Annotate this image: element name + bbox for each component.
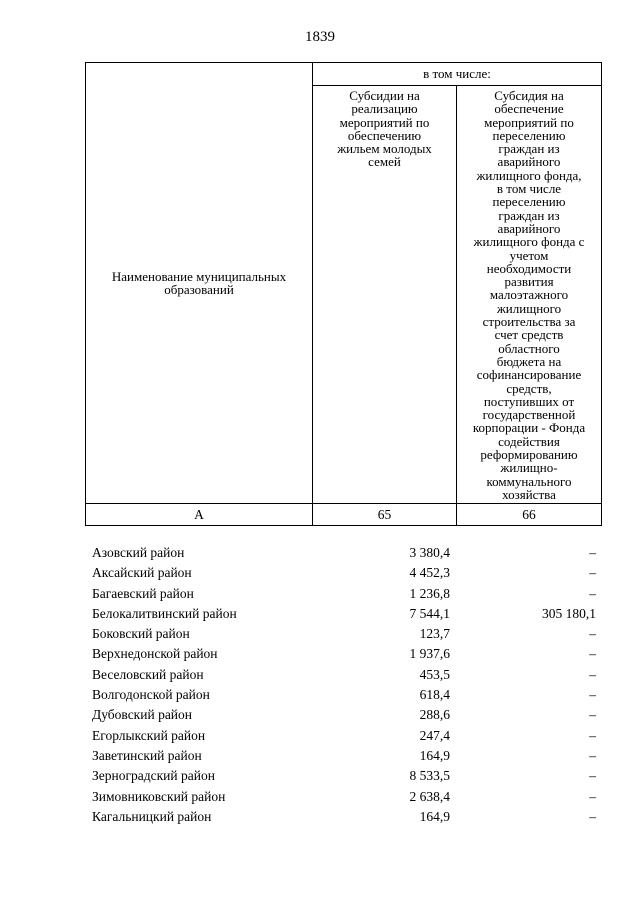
header-title-line: бюджета на bbox=[496, 353, 562, 369]
municipality-name: Заветинский район bbox=[92, 747, 202, 763]
header-title-line: корпорации - Фонда bbox=[472, 420, 586, 436]
col66-header bbox=[457, 86, 602, 504]
value-col66: – bbox=[589, 747, 596, 763]
table-row bbox=[85, 685, 601, 705]
value-col66: – bbox=[589, 585, 596, 601]
code-66-cell: 66 bbox=[457, 504, 602, 526]
header-title-line: коммунального bbox=[486, 473, 572, 489]
header-title-line: малоэтажного bbox=[489, 287, 569, 303]
header-title-line: средств, bbox=[506, 380, 552, 396]
value-col66: – bbox=[589, 545, 596, 560]
value-col65: 7 544,1 bbox=[409, 605, 450, 621]
municipality-name: Зерноградский район bbox=[92, 768, 215, 784]
header-title-line: аварийного bbox=[497, 154, 561, 170]
header-title-line: государственной bbox=[482, 407, 576, 423]
col66-title bbox=[460, 89, 598, 501]
header-title-line: аварийного bbox=[497, 220, 561, 236]
header-title-line: жилищно- bbox=[500, 460, 558, 476]
header-title-line: хозяйства bbox=[502, 486, 556, 502]
header-title-line: граждан из bbox=[498, 207, 560, 223]
header-title-line: Субсидия на bbox=[494, 88, 564, 103]
header-title-line: жилищного bbox=[496, 300, 562, 316]
value-col65: 1 937,6 bbox=[409, 646, 450, 662]
header-title-line: переселению bbox=[492, 127, 566, 143]
municipality-name: Белокалитвинский район bbox=[92, 605, 237, 621]
header-title-line: развития bbox=[504, 274, 554, 290]
value-col66: – bbox=[589, 565, 596, 581]
header-title-line: жильем молодых bbox=[337, 141, 432, 157]
municipality-name: Веселовский район bbox=[92, 666, 204, 682]
header-title-line: поступивших от bbox=[483, 393, 575, 409]
value-col65: 8 533,5 bbox=[409, 768, 450, 784]
municipality-name: Кагальницкий район bbox=[92, 808, 212, 824]
value-col66: – bbox=[589, 727, 596, 743]
value-col66: 305 180,1 bbox=[542, 605, 596, 621]
table-row bbox=[85, 624, 601, 644]
municipality-name: Егорлыкский район bbox=[92, 727, 206, 743]
header-title-line: обеспечение bbox=[494, 101, 564, 117]
header-title-line: софинансирование bbox=[476, 367, 582, 383]
value-col66: – bbox=[589, 788, 596, 804]
header-title-line: Субсидии на bbox=[349, 88, 420, 103]
header-title-line: в том числе bbox=[496, 181, 562, 197]
col65-title bbox=[316, 89, 453, 169]
value-col66: – bbox=[589, 707, 596, 723]
header-title-line: областного bbox=[498, 340, 560, 356]
municipality-name: Багаевский район bbox=[92, 585, 194, 601]
group-header-label: в том числе: bbox=[423, 66, 491, 82]
group-header bbox=[313, 63, 602, 86]
table-row bbox=[85, 543, 601, 563]
table-row bbox=[85, 746, 601, 766]
code-a-cell: А bbox=[86, 504, 313, 526]
table-row bbox=[85, 604, 601, 624]
table-body bbox=[85, 543, 601, 827]
table-row bbox=[85, 726, 601, 746]
value-col66: – bbox=[589, 626, 596, 642]
table-row bbox=[85, 665, 601, 685]
value-col65: 4 452,3 bbox=[409, 565, 450, 581]
code-65-cell: 65 bbox=[313, 504, 457, 526]
value-col66: – bbox=[589, 808, 596, 824]
table-row bbox=[85, 766, 601, 786]
header-title-line: мероприятий по bbox=[484, 114, 574, 130]
table-row bbox=[85, 644, 601, 664]
page-number: 1839 bbox=[305, 29, 335, 45]
header-title-line: счет средств bbox=[494, 327, 564, 343]
table-row bbox=[85, 787, 601, 807]
value-col65: 2 638,4 bbox=[409, 788, 450, 804]
value-col66: – bbox=[589, 646, 596, 662]
municipality-name: Верхнедонской район bbox=[92, 646, 218, 662]
municipality-name: Дубовский район bbox=[92, 707, 193, 723]
header-title-line: содействия bbox=[498, 433, 560, 449]
municipality-name: Боковский район bbox=[92, 626, 190, 642]
table-row bbox=[85, 563, 601, 583]
value-col65: 288,6 bbox=[419, 707, 450, 723]
value-col66: – bbox=[589, 687, 596, 703]
value-col65: 618,4 bbox=[419, 687, 450, 703]
header-title-line: жилищного фонда с bbox=[473, 234, 585, 250]
header-title-line: необходимости bbox=[486, 260, 572, 276]
table-row bbox=[85, 584, 601, 604]
value-col65: 453,5 bbox=[419, 666, 450, 682]
header-title-line: жилищного фонда, bbox=[476, 167, 582, 183]
municipality-name: Зимовниковский район bbox=[92, 788, 226, 804]
value-col65: 247,4 bbox=[419, 727, 450, 743]
municipality-name: Азовский район bbox=[92, 545, 185, 560]
header-title-line: обеспечению bbox=[347, 127, 422, 143]
header-title-line: семей bbox=[368, 154, 401, 170]
value-col65: 1 236,8 bbox=[409, 585, 450, 601]
municipality-name: Аксайский район bbox=[92, 565, 192, 581]
value-col65: 164,9 bbox=[419, 808, 450, 824]
value-col66: – bbox=[589, 768, 596, 784]
municipality-header-label: Наименование муниципальных образований bbox=[111, 268, 287, 298]
municipality-column-header bbox=[86, 63, 313, 504]
header-title-line: учетом bbox=[509, 247, 549, 263]
table-row bbox=[85, 807, 601, 827]
header-title-line: переселению bbox=[492, 194, 566, 210]
value-col65: 123,7 bbox=[419, 626, 450, 642]
header-title-line: строительства за bbox=[482, 314, 576, 330]
table-header bbox=[85, 62, 602, 526]
table-row bbox=[85, 705, 601, 725]
col65-header bbox=[313, 86, 457, 504]
value-col65: 164,9 bbox=[419, 747, 450, 763]
municipality-name: Волгодонской район bbox=[92, 687, 210, 703]
value-col66: – bbox=[589, 666, 596, 682]
header-title-line: граждан из bbox=[498, 141, 560, 157]
header-title-line: реформированию bbox=[480, 447, 578, 463]
header-title-line: мероприятий по bbox=[339, 114, 430, 130]
value-col65: 3 380,4 bbox=[409, 545, 450, 560]
header-title-line: реализацию bbox=[351, 101, 418, 117]
